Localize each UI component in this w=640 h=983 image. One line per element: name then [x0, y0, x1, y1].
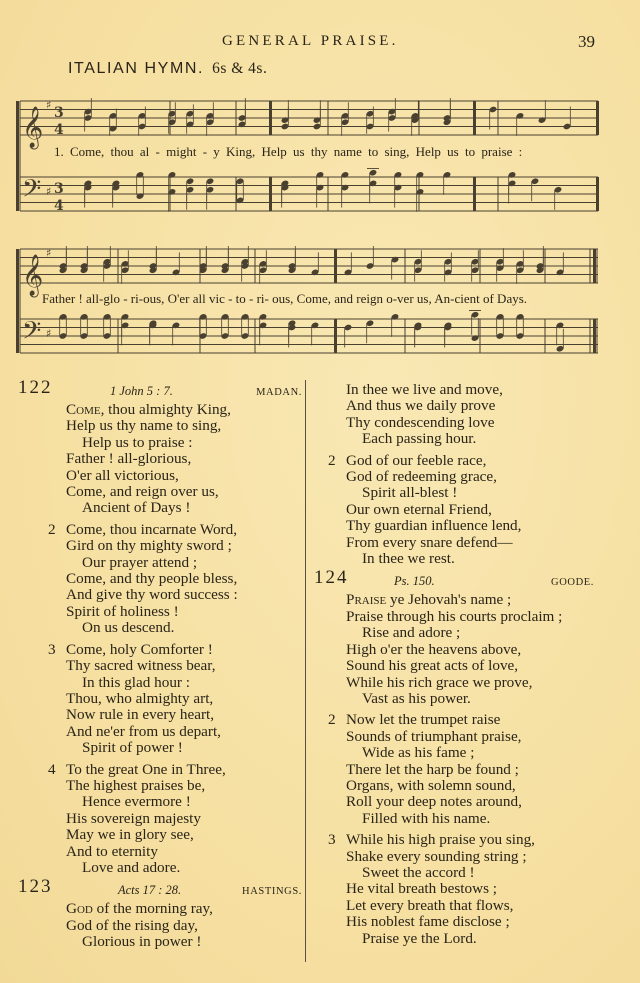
- hymn-line: In this glad hour :: [82, 673, 190, 691]
- hymn-line: Sweet the accord !: [362, 863, 475, 881]
- stanza: [66, 402, 302, 517]
- sharp-icon: ♯: [46, 326, 52, 340]
- hymn-line: Come, and reign over us,: [66, 483, 219, 501]
- hymn-line: And ne'er from us depart,: [66, 722, 221, 740]
- score-lyric-line-1: 1. Come, thou al - might - y King, Help us thy name to sing, Help us to praise :: [54, 144, 523, 159]
- hymn-line: High o'er the heavens above,: [346, 640, 522, 658]
- page-number: 39: [578, 32, 595, 51]
- hymn-line: From every snare defend—: [346, 533, 513, 551]
- hymn-line: God of redeeming grace,: [346, 468, 497, 486]
- sharp-icon: ♯: [46, 246, 52, 260]
- right-column: [314, 381, 626, 952]
- hymn-line: There let the harp be found ;: [346, 760, 519, 778]
- hymn-line: Our prayer attend ;: [82, 553, 198, 571]
- hymn-header-123: [18, 876, 302, 901]
- hymn-number: 124: [314, 567, 349, 589]
- scripture-reference: Acts 17 : 28.: [118, 883, 182, 898]
- hymn-line: While his high praise you sing,: [346, 831, 535, 849]
- hymn-line: Thy guardian influence lend,: [346, 517, 522, 535]
- hymn-line: May we in glory see,: [66, 826, 194, 844]
- hymn-line: Praise through his courts proclaim ;: [346, 607, 563, 625]
- stanza-number: 4: [48, 760, 56, 778]
- stanza-number: 2: [328, 711, 336, 729]
- hymn-line: Wide as his fame ;: [362, 744, 475, 762]
- hymn-line: Glorious in power !: [82, 933, 202, 951]
- hymn-line: Help us to praise :: [82, 433, 193, 451]
- hymn-line: Come, holy Comforter !: [66, 640, 213, 658]
- hymn-line: And thus we daily prove: [346, 397, 496, 415]
- hymn-author: MADAN.: [256, 387, 302, 398]
- hymn-line: God of our feeble race,: [346, 451, 487, 469]
- hymn-line: Spirit of holiness !: [66, 602, 179, 620]
- hymn-line: Praise ye the Lord.: [362, 929, 477, 947]
- bass-clef-icon: 𝄢: [22, 174, 42, 210]
- hymn-line: Filled with his name.: [362, 809, 491, 827]
- hymn-line: Thy condescending love: [346, 413, 495, 431]
- hymn-line: And give thy word success :: [66, 586, 238, 604]
- hymn-line: Roll your deep notes around,: [346, 793, 522, 811]
- hymn-line: The highest praises be,: [66, 776, 206, 794]
- bass-staff: [20, 311, 598, 354]
- treble-staff: [20, 246, 598, 297]
- sharp-icon: ♯: [46, 184, 52, 198]
- stanza: [346, 592, 626, 707]
- hymn-line: To the great One in Three,: [66, 760, 226, 778]
- left-column: [18, 377, 302, 956]
- hymn-line: Sounds of triumphant praise,: [346, 727, 522, 745]
- hymn-line: He vital breath bestows ;: [346, 880, 497, 898]
- hymn-line: Spirit of power !: [82, 739, 183, 757]
- hymn-line: Gird on thy mighty sword ;: [66, 537, 232, 555]
- hymn-line: Father ! all-glorious,: [66, 450, 192, 468]
- stanza: [48, 640, 302, 757]
- system-brace: [16, 101, 19, 211]
- hymn-number: 122: [18, 377, 53, 398]
- hymn-line: Hence evermore !: [82, 793, 191, 811]
- hymn-line: Help us thy name to sing,: [66, 417, 222, 435]
- time-signature-bottom: 4: [54, 198, 64, 215]
- hymn-header-122: [18, 377, 302, 402]
- scripture-reference: Ps. 150.: [394, 574, 435, 589]
- hymn-line: Praise ye Jehovah's name ;: [346, 591, 512, 609]
- hymn-line: And to eternity: [66, 842, 158, 860]
- tune-name: ITALIAN HYMN.: [68, 60, 205, 77]
- system-brace: [16, 249, 19, 353]
- scripture-reference: 1 John 5 : 7.: [110, 384, 173, 398]
- stanza: [66, 901, 302, 950]
- hymn-line: Sound his great acts of love,: [346, 657, 519, 675]
- stanza: [346, 382, 626, 448]
- stanza: [328, 831, 626, 947]
- hymn-line: Now rule in every heart,: [66, 706, 215, 724]
- stanza-number: 3: [48, 640, 56, 658]
- hymn-author: GOODE.: [551, 577, 594, 589]
- hymn-line: Our own eternal Friend,: [346, 500, 492, 518]
- hymn-line: Ancient of Days !: [82, 499, 191, 517]
- hymn-line: Vast as his power.: [362, 689, 471, 707]
- stanza-number: 2: [48, 520, 56, 538]
- hymn-line: In thee we live and move,: [346, 381, 503, 398]
- hymn-line: His sovereign majesty: [66, 809, 201, 827]
- hymn-line: Each passing hour.: [362, 430, 477, 448]
- stanza: [48, 520, 302, 637]
- sharp-icon: ♯: [46, 98, 52, 112]
- hymn-line: Come, thou almighty King,: [66, 401, 231, 418]
- time-signature-top: 3: [54, 181, 64, 198]
- hymn-line: Now let the trumpet raise: [346, 711, 501, 729]
- hymn-author: HASTINGS.: [242, 886, 302, 898]
- hymn-line: Organs, with solemn sound,: [346, 776, 516, 794]
- stanza-number: 2: [328, 451, 336, 469]
- hymn-line: Thou, who almighty art,: [66, 689, 214, 707]
- hymn-line: Shake every sounding string ;: [346, 847, 527, 865]
- column-divider: [305, 380, 306, 962]
- hymn-line: His noblest fame disclose ;: [346, 913, 510, 931]
- hymn-line: Rise and adore ;: [362, 624, 461, 642]
- running-title: GENERAL PRAISE.: [222, 33, 399, 49]
- hymn-line: On us descend.: [82, 619, 175, 637]
- hymn-line: Spirit all-blest !: [362, 484, 458, 502]
- hymn-number: 123: [18, 876, 53, 898]
- treble-staff: [20, 98, 599, 149]
- bass-clef-icon: 𝄢: [22, 316, 42, 352]
- tune-meter: 6s & 4s.: [212, 60, 268, 77]
- hymn-line: O'er all victorious,: [66, 466, 179, 484]
- hymn-line: Thy sacred witness bear,: [66, 657, 216, 675]
- hymn-header-124: [314, 567, 594, 592]
- hymn-line: While his rich grace we prove,: [346, 673, 533, 691]
- time-signature-top: 3: [54, 105, 64, 122]
- stanza-number: 3: [328, 831, 336, 849]
- hymn-line: Come, thou incarnate Word,: [66, 520, 237, 538]
- score-lyric-line-2: Father ! all-glo - ri-ous, O'er all vic - to - ri- ous, Come, and reign o-ver us, An-cient of Days.: [42, 291, 528, 306]
- hymn-line: Love and adore.: [82, 858, 181, 876]
- treble-clef-icon: 𝄞: [22, 107, 44, 148]
- hymn-line: In thee we rest.: [362, 550, 455, 568]
- hymn-line: God of the rising day,: [66, 916, 198, 934]
- bass-staff: [20, 169, 599, 215]
- hymn-line: Come, and thy people bless,: [66, 570, 238, 588]
- hymn-line: God of the morning ray,: [66, 900, 213, 918]
- stanza: [328, 711, 626, 827]
- hymn-line: Let every breath that flows,: [346, 896, 514, 914]
- time-signature-bottom: 4: [54, 122, 64, 139]
- stanza: [328, 451, 626, 568]
- stanza: [48, 760, 302, 877]
- music-score: [0, 0, 640, 370]
- treble-clef-icon: 𝄞: [22, 255, 44, 296]
